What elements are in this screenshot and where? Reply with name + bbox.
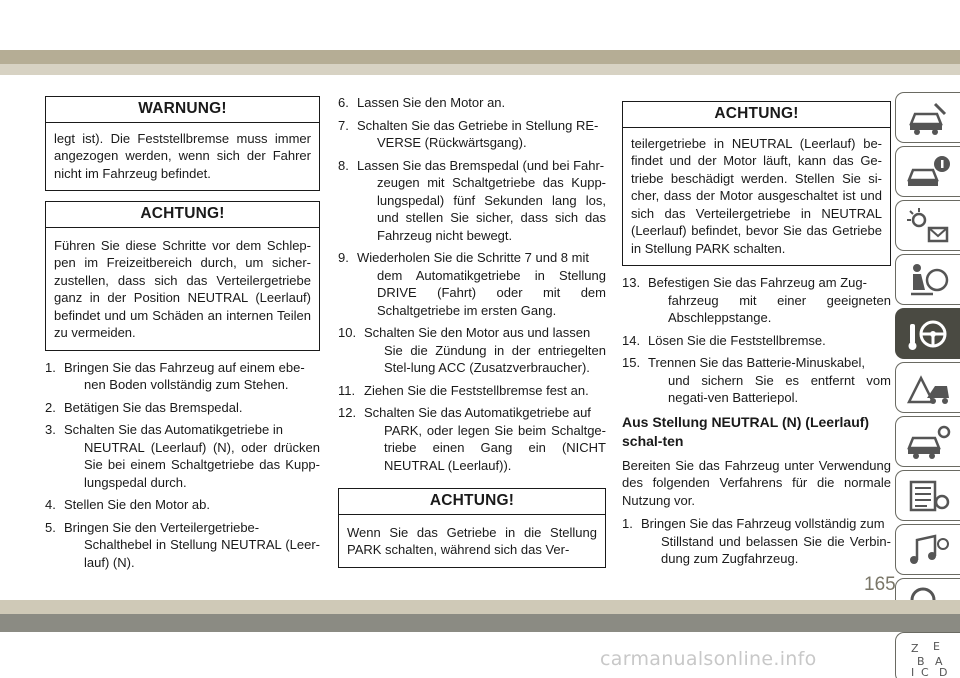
step-text: Schalten Sie den Motor aus und lassen Sie die Zündung in der entriegelten Stel-lung ACC (Zusatzverbraucher). (364, 325, 606, 375)
warning-text: legt ist). Die Feststellbremse muss immer angezogen werden, wenn sich der Fahrer nicht im Fahrzeug befindet. (54, 130, 311, 181)
caution-box (45, 201, 320, 351)
svg-text:I: I (911, 665, 915, 678)
footer-band-light (0, 600, 960, 614)
step-text: Trennen Sie das Batterie-Minuskabel, und sichern Sie es entfernt vom negati-ven Batteriepol. (648, 355, 891, 405)
list-item (622, 274, 891, 327)
svg-text:B: B (917, 654, 925, 668)
column-1 (45, 96, 320, 576)
svg-text:A: A (935, 654, 943, 668)
tab-multimedia-music[interactable] (895, 524, 960, 575)
step-text: Wiederholen Sie die Schritte 7 und 8 mit dem Automatikgetriebe in Stellung DRIVE (Fahrt) oder mit dem Schaltgetriebe im ersten Gang. (357, 250, 606, 318)
steering-wheel-key-icon (905, 314, 951, 354)
step-number: 13. (622, 275, 641, 290)
step-text: Schalten Sie das Getriebe in Stellung RE- VERSE (Rückwärtsgang). (357, 117, 599, 150)
list-item (622, 354, 891, 407)
step-text: Lassen Sie den Motor an. (357, 95, 506, 110)
list-item (45, 399, 320, 417)
specifications-list-icon (905, 476, 951, 516)
step-number: 8. (338, 157, 349, 173)
list-item (45, 519, 320, 572)
list-item (338, 249, 606, 319)
step-text: Ziehen Sie die Feststellbremse fest an. (364, 382, 589, 398)
step-text: Lösen Sie die Feststellbremse. (648, 332, 826, 348)
footer-band-dark (0, 614, 960, 632)
dashboard-lights-icon (905, 206, 951, 246)
tab-car-service[interactable] (895, 416, 960, 467)
step-text: Befestigen Sie das Fahrzeug am Zug- fahrzeug mit einer geeigneten Abschleppstange. (648, 275, 891, 325)
step-text: Schalten Sie das Automatikgetriebe in NEUTRAL (Leerlauf) (N), oder drücken Sie bei einem Schaltgetriebe das Kupp-lungspedal durch. (64, 422, 320, 490)
step-number: 15. (622, 355, 641, 370)
list-item (45, 421, 320, 491)
caution-text: teilergetriebe in NEUTRAL (Leerlauf) be-findet und der Motor läuft, kann das Ge-triebe beschädigt werden. Stellen Sie si-cher, dass der Motor ausgeschaltet ist und sich das Verteilergetriebe in NEUTRAL (Leerlauf) befindet, bevor Sie das Getriebe in Stellung PARK schalten. (631, 135, 882, 256)
step-text: Bringen Sie das Fahrzeug auf einem ebe- nen Boden vollständig zum Stehen. (64, 359, 305, 392)
section-paragraph: Bereiten Sie das Fahrzeug unter Verwendung des folgenden Verfahrens für die normale Nutzung vor. (622, 457, 891, 508)
top-margin (0, 0, 960, 50)
step-text: Bringen Sie den Verteilergetriebe- Schalthebel in Stellung NEUTRAL (Leer-lauf) (N). (64, 519, 320, 570)
chapter-tabs (895, 92, 960, 678)
step-number: 14. (622, 332, 641, 348)
list-item (338, 324, 606, 377)
step-text: Stellen Sie den Motor ab. (64, 497, 210, 512)
step-number: 9. (338, 250, 349, 265)
step-number: 11. (338, 382, 356, 398)
index-letters-icon (905, 638, 951, 678)
tab-car-wrench[interactable] (895, 92, 960, 143)
svg-text:D: D (939, 665, 948, 678)
tab-roadside-warning[interactable] (895, 362, 960, 413)
step-text: Lassen Sie das Bremspedal (und bei Fahr- zeugen mit Schaltgetriebe das Kupp-lungspedal) fünf Sekunden lang los, und stellen Sie sicher, dass sich das Fahrzeug nicht bewegt. (357, 157, 606, 243)
caution-box (622, 101, 891, 266)
tab-index-letters[interactable] (895, 632, 960, 678)
caution-title: ACHTUNG! (339, 489, 605, 515)
step-text: Bringen Sie das Fahrzeug vollständig zum Stillstand und belassen Sie die Verbin-dung zum Zugfahrzeug. (641, 516, 891, 566)
list-item (338, 404, 606, 474)
list-item (338, 94, 606, 112)
svg-text:Z: Z (911, 641, 919, 655)
step-number: 1. (622, 516, 633, 531)
step-list (45, 359, 320, 572)
page-number: 165 (864, 574, 896, 595)
caution-text: Führen Sie diese Schritte vor dem Schlep-pen im Freizeitbereich durch, um sicher-zustellen, dass sich das Verteilergetriebe ganz in der Position NEUTRAL (Leerlauf) befindet und um Schäden an internen Teilen zu vermeiden. (54, 237, 311, 340)
caution-text: Wenn Sie das Getriebe in die Stellung PARK schalten, während sich das Ver- (347, 524, 597, 557)
multimedia-music-icon (905, 530, 951, 570)
caution-title: ACHTUNG! (46, 202, 319, 228)
step-number: 2. (45, 399, 56, 415)
step-number: 10. (338, 325, 357, 340)
step-number: 1. (45, 359, 56, 375)
list-item (338, 157, 606, 245)
svg-text:E: E (933, 639, 940, 653)
list-item (622, 332, 891, 350)
car-info-icon (905, 152, 951, 192)
section-heading: Aus Stellung NEUTRAL (N) (Leerlauf) schal-ten (622, 413, 870, 449)
tab-steering-wheel-key[interactable] (895, 308, 960, 359)
warning-title: WARNUNG! (46, 97, 319, 123)
step-number: 6. (338, 95, 349, 110)
column-2 (338, 94, 606, 576)
list-item (338, 117, 606, 152)
header-band-light (0, 64, 960, 75)
step-number: 4. (45, 497, 56, 512)
car-wrench-icon (905, 98, 951, 138)
caution-box (338, 488, 606, 568)
car-service-icon (905, 422, 951, 462)
tab-dashboard-lights[interactable] (895, 200, 960, 251)
tab-airbag-safety[interactable] (895, 254, 960, 305)
step-number: 7. (338, 117, 349, 133)
warning-box (45, 96, 320, 191)
step-text: Betätigen Sie das Bremspedal. (64, 399, 243, 415)
list-item (338, 382, 606, 400)
tab-car-info[interactable] (895, 146, 960, 197)
step-text: Schalten Sie das Automatikgetriebe auf PARK, oder legen Sie beim Schaltge-triebe einen Gang ein (NICHT NEUTRAL (Leerlauf)). (364, 405, 606, 473)
roadside-warning-icon (905, 368, 951, 408)
list-item (45, 496, 320, 514)
step-number: 12. (338, 405, 357, 420)
caution-title: ACHTUNG! (623, 102, 890, 128)
list-item (45, 359, 320, 394)
watermark: carmanualsonline.info (600, 648, 817, 670)
step-number: 3. (45, 422, 56, 437)
svg-text:C: C (921, 665, 929, 678)
step-list (338, 94, 606, 474)
airbag-safety-icon (905, 260, 951, 300)
step-number: 5. (45, 519, 56, 535)
header-band-dark (0, 50, 960, 64)
step-list (622, 274, 891, 407)
list-item (622, 515, 891, 568)
tab-specifications-list[interactable] (895, 470, 960, 521)
column-3 (622, 101, 891, 573)
